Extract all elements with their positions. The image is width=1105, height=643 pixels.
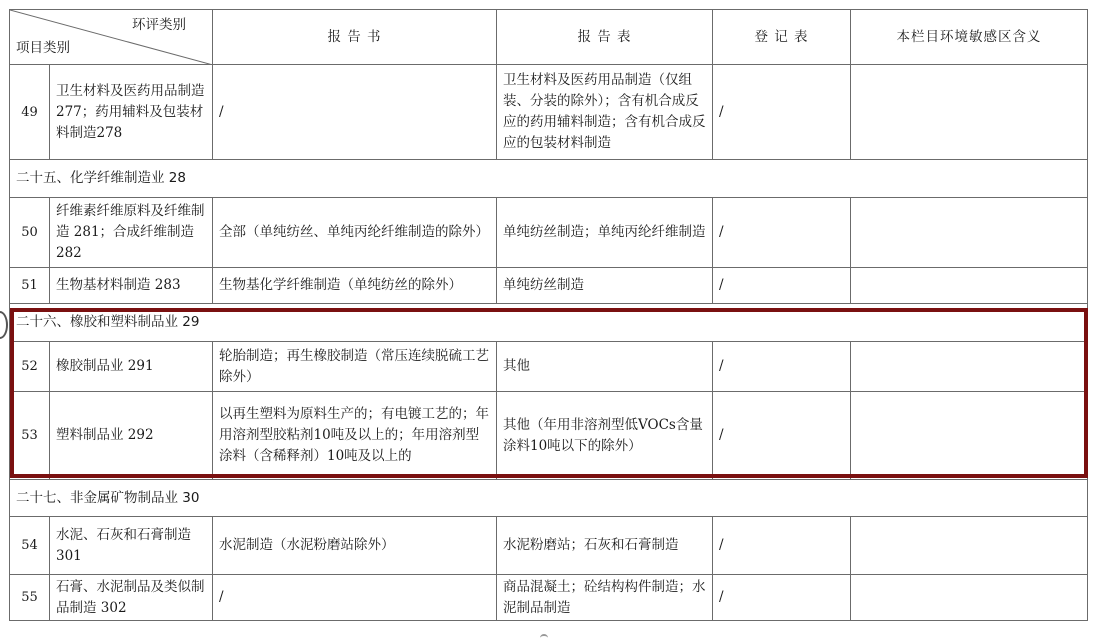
diagonal-header-cell — [10, 10, 213, 65]
table-header-row — [10, 10, 1088, 65]
project-category: 橡胶制品业 291 — [50, 342, 213, 392]
register-cell: / — [713, 575, 851, 621]
page-edge-mark — [0, 311, 8, 339]
project-category: 石膏、水泥制品及类似制品制造 302 — [50, 575, 213, 621]
report-cell: 水泥制造（水泥粉磨站除外） — [213, 517, 497, 575]
bottom-mark — [540, 634, 548, 642]
report-cell: 全部（单纯纺丝、单纯丙纶纤维制造的除外） — [213, 198, 497, 268]
report-table-cell: 其他（年用非溶剂型低VOCs含量涂料10吨以下的除外） — [497, 392, 713, 480]
report-cell: 轮胎制造；再生橡胶制造（常压连续脱硫工艺除外） — [213, 342, 497, 392]
report-table-cell: 其他 — [497, 342, 713, 392]
header-register: 登 记 表 — [713, 10, 851, 65]
table-row — [10, 575, 1088, 621]
register-cell: / — [713, 342, 851, 392]
report-table-cell: 卫生材料及医药用品制造（仅组装、分装的除外）；含有机合成反应的药用辅料制造；含有机合成反应的包装材料制造 — [497, 65, 713, 160]
row-number: 49 — [10, 65, 50, 160]
row-number: 53 — [10, 392, 50, 480]
project-category: 生物基材料制造 283 — [50, 268, 213, 304]
section-row — [10, 160, 1088, 198]
row-number: 51 — [10, 268, 50, 304]
sensitive-cell — [851, 342, 1088, 392]
eia-classification-table — [9, 9, 1088, 621]
header-report: 报 告 书 — [213, 10, 497, 65]
sensitive-cell — [851, 268, 1088, 304]
report-table-cell: 单纯纺丝制造；单纯丙纶纤维制造 — [497, 198, 713, 268]
row-number: 50 — [10, 198, 50, 268]
table-row — [10, 198, 1088, 268]
table-row — [10, 268, 1088, 304]
header-project-category: 项目类别 — [16, 40, 70, 56]
table-row — [10, 65, 1088, 160]
report-cell: / — [213, 65, 497, 160]
section-title: 二十五、化学纤维制造业 28 — [10, 160, 1088, 198]
register-cell: / — [713, 65, 851, 160]
header-sensitive-area: 本栏目环境敏感区含义 — [851, 10, 1088, 65]
report-table-cell: 单纯纺丝制造 — [497, 268, 713, 304]
table-row — [10, 517, 1088, 575]
section-row — [10, 304, 1088, 342]
section-title: 二十六、橡胶和塑料制品业 29 — [10, 304, 1088, 342]
sensitive-cell — [851, 575, 1088, 621]
project-category: 塑料制品业 292 — [50, 392, 213, 480]
table-row — [10, 342, 1088, 392]
report-cell: 生物基化学纤维制造（单纯纺丝的除外） — [213, 268, 497, 304]
project-category: 水泥、石灰和石膏制造 301 — [50, 517, 213, 575]
sensitive-cell — [851, 517, 1088, 575]
row-number: 55 — [10, 575, 50, 621]
project-category: 纤维素纤维原料及纤维制造 281；合成纤维制造 282 — [50, 198, 213, 268]
sensitive-cell — [851, 198, 1088, 268]
register-cell: / — [713, 392, 851, 480]
register-cell: / — [713, 517, 851, 575]
sensitive-cell — [851, 392, 1088, 480]
table-row — [10, 392, 1088, 480]
section-row — [10, 480, 1088, 517]
report-cell: 以再生塑料为原料生产的；有电镀工艺的；年用溶剂型胶粘剂10吨及以上的；年用溶剂型涂料（含稀释剂）10吨及以上的 — [213, 392, 497, 480]
header-eia-category: 环评类别 — [132, 17, 186, 33]
report-table-cell: 水泥粉磨站；石灰和石膏制造 — [497, 517, 713, 575]
header-report-table: 报 告 表 — [497, 10, 713, 65]
section-title: 二十七、非金属矿物制品业 30 — [10, 480, 1088, 517]
project-category: 卫生材料及医药用品制造 277；药用辅料及包装材料制造278 — [50, 65, 213, 160]
report-cell: / — [213, 575, 497, 621]
report-table-cell: 商品混凝土；砼结构构件制造；水泥制品制造 — [497, 575, 713, 621]
row-number: 52 — [10, 342, 50, 392]
row-number: 54 — [10, 517, 50, 575]
register-cell: / — [713, 268, 851, 304]
register-cell: / — [713, 198, 851, 268]
classification-table-sheet — [9, 9, 1088, 621]
sensitive-cell — [851, 65, 1088, 160]
